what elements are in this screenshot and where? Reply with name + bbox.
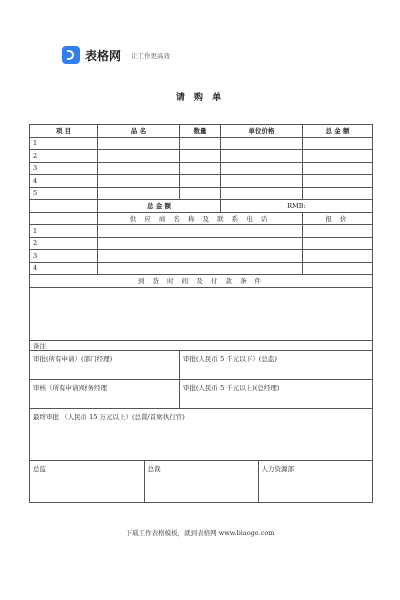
logo-icon [62,46,80,64]
supplier-number: 2 [30,237,98,250]
remark-field[interactable] [30,340,373,350]
total-row [30,200,373,213]
supplier-cell[interactable] [98,225,303,238]
item-row [30,187,373,200]
item-cell[interactable] [180,162,221,175]
rmb-label: RMB: [287,201,306,210]
quote-cell[interactable] [303,225,373,238]
final-approval[interactable]: 最终审批 （人民币 15 万元以上）(总裁/首席执行官) [30,408,373,460]
rmb-field[interactable] [221,200,373,213]
item-cell[interactable] [221,162,303,175]
item-row [30,175,373,188]
page-title: 请 购 单 [175,93,225,103]
item-row [30,137,373,150]
brand-name: 表格网 [85,48,122,63]
delivery-terms-field[interactable] [30,287,373,340]
delivery-terms-row [30,287,373,340]
column-header: 品 名 [98,125,180,138]
item-row [30,150,373,163]
supplier-cell[interactable] [98,250,303,263]
item-cell[interactable] [98,175,180,188]
item-cell[interactable] [221,137,303,150]
supplier-row [30,237,373,250]
item-number: 4 [30,175,98,188]
supplier-row [30,225,373,238]
delivery-header: 到 货 时 间 及 付 款 条 件 [30,275,373,288]
item-cell[interactable] [98,150,180,163]
item-number: 1 [30,137,98,150]
column-header: 总 金 额 [303,125,373,138]
item-cell[interactable] [180,137,221,150]
quote-header: 报 价 [303,212,373,225]
column-header-row [30,125,373,138]
item-number: 3 [30,162,98,175]
quote-cell[interactable] [303,262,373,275]
item-cell[interactable] [221,175,303,188]
item-cell[interactable] [180,150,221,163]
dept-manager-approval[interactable]: 审批(所有申请）(部门经理) [30,350,180,379]
total-label: 总 金 额 [98,200,221,213]
purchase-request-table [29,124,373,503]
item-number: 2 [30,150,98,163]
item-cell[interactable] [98,137,180,150]
supplier-number: 4 [30,262,98,275]
finance-manager-approval[interactable]: 审核（所有申请)财务经理 [30,379,180,408]
signature-table [30,461,372,502]
supplier-cell[interactable] [98,237,303,250]
remark-label: 备注 [33,341,46,350]
column-header: 数量 [180,125,221,138]
supplier-number: 3 [30,250,98,263]
approval-row [30,350,373,379]
item-cell[interactable] [98,187,180,200]
item-cell[interactable] [303,150,373,163]
signature-row [30,460,373,502]
gm-approval[interactable]: 审批(人民币 5 千元以上)(总经理) [180,379,373,408]
footer-text: 下载工作表格模板，就到表格网 www.biaoge.com [125,529,275,537]
director-approval[interactable]: 审批(人民币 5 千元以下）(总监) [180,350,373,379]
item-cell[interactable] [221,150,303,163]
item-cell[interactable] [180,187,221,200]
brand-slogan: 让工作更高效 [131,51,171,60]
supplier-header-row [30,212,373,225]
item-number: 5 [30,187,98,200]
column-header: 单位价格 [221,125,303,138]
item-cell[interactable] [303,137,373,150]
item-cell[interactable] [180,175,221,188]
final-approval-row [30,408,373,460]
supplier-cell[interactable] [98,262,303,275]
item-row [30,162,373,175]
director-signature[interactable]: 总监 [30,461,144,502]
quote-cell[interactable] [303,250,373,263]
supplier-row [30,250,373,263]
approval-row [30,379,373,408]
item-cell[interactable] [303,162,373,175]
item-cell[interactable] [303,187,373,200]
brand-header [62,44,170,66]
item-cell[interactable] [303,175,373,188]
supplier-row [30,262,373,275]
hr-signature[interactable]: 人力资源部 [261,464,294,473]
supplier-header: 供 应 商 名 称 及 联 系 电 话 [98,212,303,225]
remark-row [30,340,373,350]
item-cell[interactable] [221,187,303,200]
column-header: 项 目 [30,125,98,138]
delivery-header-row [30,275,373,288]
item-cell[interactable] [98,162,180,175]
supplier-number: 1 [30,225,98,238]
quote-cell[interactable] [303,237,373,250]
president-signature[interactable]: 总裁 [144,461,258,502]
